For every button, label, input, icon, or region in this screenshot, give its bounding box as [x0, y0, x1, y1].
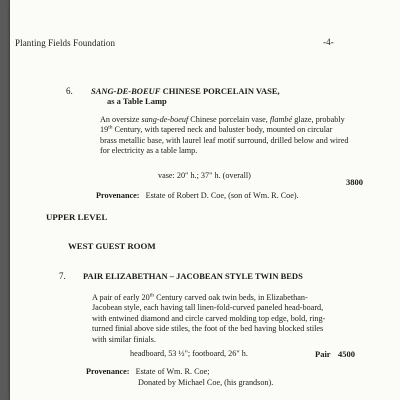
desc-text: Chinese porcelain vase, — [188, 115, 270, 124]
desc-text: A pair of early 20 — [92, 293, 150, 302]
provenance-label: Provenance: — [96, 191, 140, 200]
provenance-text: Estate of Robert D. Coe, (son of Wm. R. Coe). — [145, 191, 299, 200]
item-title-italic: SANG-DE-BOEUF — [91, 86, 161, 96]
item-number: 7. — [59, 271, 66, 281]
item-description — [92, 293, 332, 345]
desc-text: An oversize — [100, 115, 142, 124]
document-page — [10, 0, 400, 400]
page-number: -4- — [323, 37, 334, 47]
item-quantity: Pair — [315, 349, 331, 359]
desc-superscript: th — [149, 292, 155, 299]
desc-italic: flambé — [269, 115, 293, 124]
item-title-rest: CHINESE PORCELAIN VASE, — [160, 86, 280, 96]
room-heading: WEST GUEST ROOM — [68, 241, 156, 251]
desc-superscript: th — [108, 124, 113, 131]
desc-text: glaze, probably 19 — [100, 115, 345, 135]
item-provenance — [96, 191, 299, 201]
provenance-text: Estate of Wm. R. Coe; — [135, 367, 210, 376]
item-dimensions: vase: 20" h.; 37" h. (overall) — [158, 171, 251, 180]
item-description — [100, 115, 350, 157]
item-title: PAIR ELIZABETHAN – JACOBEAN STYLE TWIN BEDS — [83, 271, 303, 281]
item-price: 3800 — [346, 177, 363, 187]
desc-text: Century, with tapered neck and baluster body, mounted on circular brass metallic base, with laurel leaf motif surround, drilled below and wired for electricity as a table lamp. — [100, 125, 349, 156]
item-title — [91, 86, 280, 96]
provenance-text-continued: Donated by Michael Coe, (his grandson). — [138, 378, 274, 387]
provenance-label: Provenance: — [86, 367, 130, 376]
item-subtitle: as a Table Lamp — [107, 96, 167, 106]
desc-text: Century carved oak twin beds, in Elizabethan-Jacobean style, each having tall linen-fold-curved paneled head-board, with entwined diamond and circle carved molding top edge, bold, ring-turned finial above side stiles, the foot of the bed having blocked stiles with similar finials. — [92, 293, 326, 344]
organization-header: Planting Fields Foundation — [15, 38, 116, 48]
desc-italic: sang-de-boeuf — [141, 115, 189, 124]
item-number: 6. — [66, 86, 73, 96]
level-heading: UPPER LEVEL — [46, 212, 108, 222]
item-dimensions: headboard, 53 ½"; footboard, 26" h. — [130, 349, 248, 358]
item-price: 4500 — [338, 349, 355, 359]
item-provenance — [86, 367, 210, 377]
